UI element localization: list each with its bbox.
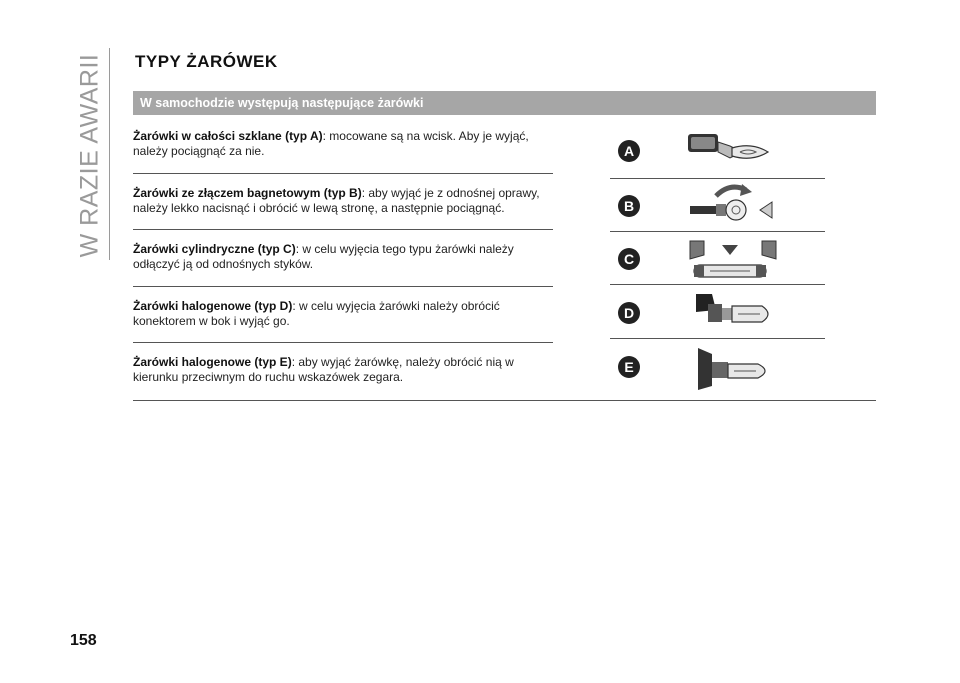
section-tab-rule: [109, 48, 110, 260]
bulb-type-d-title: Żarówki halogenowe (typ D): [133, 299, 293, 313]
bulb-type-a-title: Żarówki w całości szklane (typ A): [133, 129, 323, 143]
section-tab-label: W RAZIE AWARII: [75, 53, 104, 257]
bulb-type-e-badge: E: [618, 356, 640, 378]
row-divider: [133, 286, 553, 287]
bulb-type-e-text: [133, 355, 553, 385]
bulb-type-a-desc: : mocowane są na wcisk. Aby je wyjąć, należy pociągnąć za nie.: [133, 129, 529, 158]
bulb-type-b-text: [133, 186, 553, 216]
row-divider: [133, 173, 553, 174]
page-title: TYPY ŻARÓWEK: [135, 52, 278, 71]
bulb-type-d-badge: D: [618, 302, 640, 324]
row-divider: [610, 338, 825, 339]
section-tab: [72, 50, 108, 260]
row-divider: [610, 231, 825, 232]
bulb-type-a-illustration: [682, 128, 782, 176]
section-banner: W samochodzie występują następujące żarówki: [133, 91, 876, 115]
row-divider: [610, 178, 825, 179]
bulb-type-c-illustration: [682, 237, 782, 285]
bulb-type-c-desc: : w celu wyjęcia tego typu żarówki należy odłączyć ją od odnośnych styków.: [133, 242, 514, 271]
row-divider: [133, 342, 553, 343]
bulb-type-e-title: Żarówki halogenowe (typ E): [133, 355, 292, 369]
bulb-type-e-desc: : aby wyjąć żarówkę, należy obrócić nią w kierunku przeciwnym do ruchu wskazówek zegara.: [133, 355, 514, 384]
bulb-type-b-title: Żarówki ze złączem bagnetowym (typ B): [133, 186, 362, 200]
bulb-type-c-badge: C: [618, 248, 640, 270]
bulb-type-b-badge: B: [618, 195, 640, 217]
bulb-type-c-title: Żarówki cylindryczne (typ C): [133, 242, 296, 256]
table-bottom-rule: [133, 400, 876, 401]
bulb-type-d-text: [133, 299, 553, 329]
bulb-type-a-text: [133, 129, 553, 159]
page-number: 158: [70, 632, 97, 649]
bulb-type-e-illustration: [682, 344, 782, 392]
bulb-type-a-badge: A: [618, 140, 640, 162]
row-divider: [133, 229, 553, 230]
bulb-type-b-illustration: [682, 182, 782, 230]
bulb-type-c-text: [133, 242, 553, 272]
bulb-type-d-desc: : w celu wyjęcia żarówki należy obrócić konektorem w bok i wyjąć go.: [133, 299, 500, 328]
bulb-type-d-illustration: [682, 290, 782, 338]
bulb-type-b-desc: : aby wyjąć je z odnośnej oprawy, należy lekko nacisnąć i obrócić w lewą stronę, a następnie pociągnąć.: [133, 186, 540, 215]
